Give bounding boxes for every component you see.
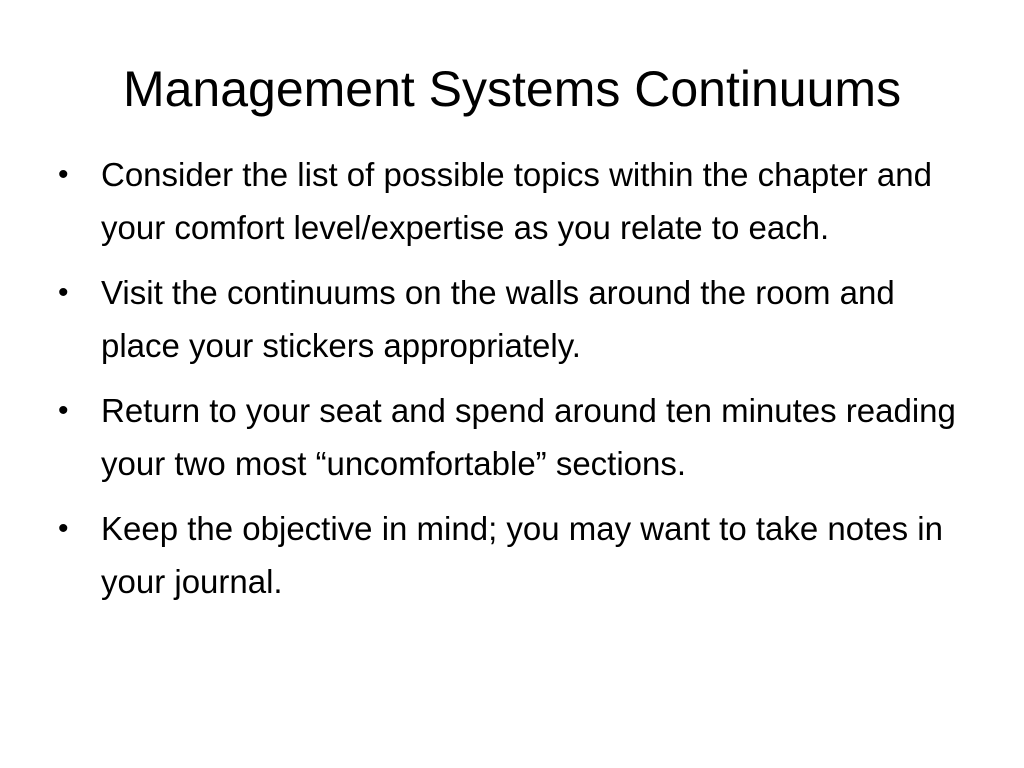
bullet-text: Consider the list of possible topics within the chapter and your comfort level/expertise as you relate to each.	[101, 156, 932, 246]
bullet-list	[58, 148, 970, 620]
bullet-icon: •	[58, 512, 69, 545]
bullet-item	[58, 148, 970, 254]
bullet-item	[58, 384, 970, 490]
bullet-icon: •	[58, 158, 69, 191]
bullet-text: Keep the objective in mind; you may want to take notes in your journal.	[101, 510, 943, 600]
bullet-item	[58, 502, 970, 608]
bullet-text: Return to your seat and spend around ten minutes reading your two most “uncomfortable” sections.	[101, 392, 956, 482]
bullet-icon: •	[58, 394, 69, 427]
slide-title: Management Systems Continuums	[122, 61, 902, 117]
bullet-text: Visit the continuums on the walls around the room and place your stickers appropriately.	[101, 274, 895, 364]
bullet-icon: •	[58, 276, 69, 309]
bullet-item	[58, 266, 970, 372]
